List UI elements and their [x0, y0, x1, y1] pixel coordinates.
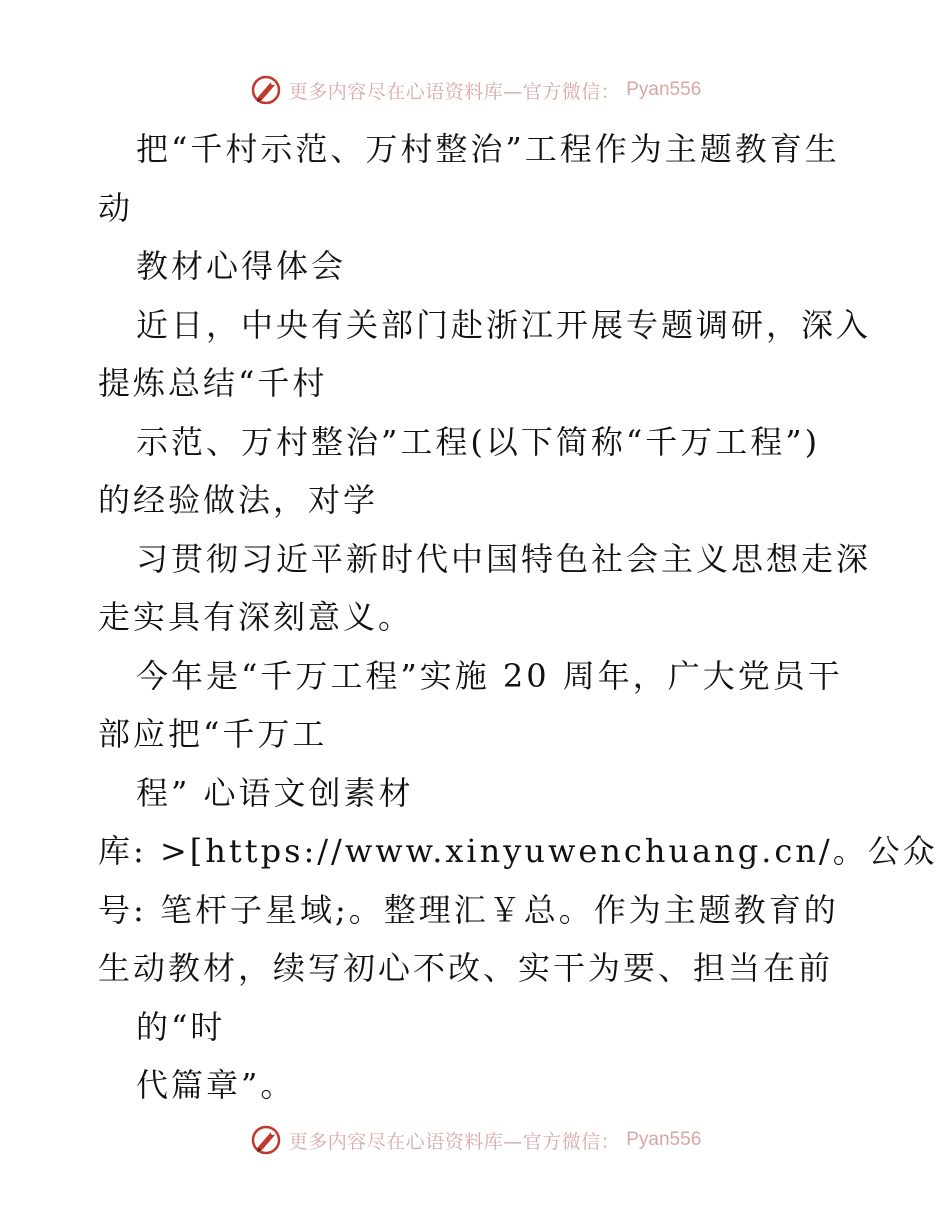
- text-line: 动: [98, 188, 134, 227]
- text-line: 走实具有深刻意义。: [98, 598, 414, 636]
- text-line: 提炼总结“千村: [98, 364, 328, 402]
- text-line: 的“时: [136, 1007, 226, 1046]
- text-line: 的经验做法，对学: [98, 481, 379, 519]
- text-line: 示范、万村整治”工程(以下简称“千万工程”): [136, 422, 821, 461]
- text-line: 生动教材，续写初心不改、实干为要、担当在前: [98, 949, 834, 987]
- text-line: 代篇章”。: [136, 1066, 296, 1104]
- text-line: 号: 笔杆子星域;。整理汇￥总。作为主题教育的: [98, 890, 839, 929]
- pen-logo-icon: [249, 73, 283, 107]
- text-line: 近日，中央有关部门赴浙江开展专题调研，深入: [136, 305, 872, 344]
- text-line: 程” 心语文创素材: [136, 773, 414, 812]
- footer-banner-text: 更多内容尽在心语资料库—官方微信：: [288, 1130, 621, 1153]
- text-line: 部应把“千万工: [98, 715, 328, 753]
- header-banner-wechat: Pyan556: [626, 79, 702, 100]
- text-line: 习贯彻习近平新时代中国特色社会主义思想走深: [136, 539, 872, 578]
- text-line: 库: >[https://www.xinyuwenchuang.cn/。公众: [98, 832, 938, 870]
- document-body: [98, 120, 938, 1115]
- document-title-line: 教材心得体会: [136, 247, 347, 285]
- header-banner-text: 更多内容尽在心语资料库—官方微信：: [288, 80, 621, 103]
- footer-banner-wechat: Pyan556: [626, 1129, 702, 1150]
- text-line: 把“千村示范、万村整治”工程作为主题教育生: [136, 130, 840, 168]
- pen-logo-icon: [249, 1123, 283, 1157]
- text-line: 今年是“千万工程”实施 20 周年，广大党员干: [136, 656, 843, 695]
- page-footer-banner: [0, 1120, 950, 1160]
- page-header-banner: [0, 70, 950, 110]
